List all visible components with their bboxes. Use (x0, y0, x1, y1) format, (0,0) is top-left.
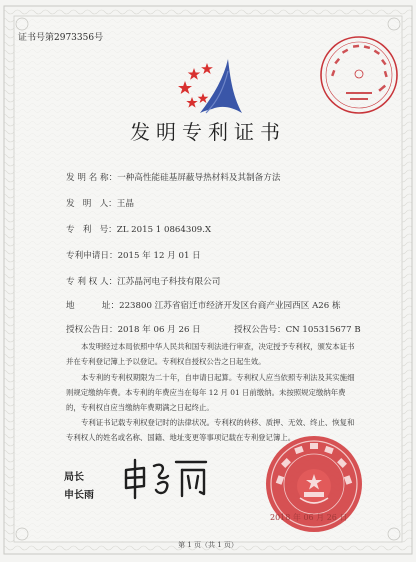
filing-date-value: 2015 年 12 月 01 日 (117, 251, 201, 261)
body-paragraph-3: 专利证书记载专利权登记时的法律状况。专利权的转移、质押、无效、终止、恢复和专利权人的姓名或名称、国籍、地址变更等事项记载在专利登记簿上。 (66, 418, 355, 442)
director-name: 申长雨 (64, 490, 94, 501)
patentee-value: 江苏晶河电子科技有限公司 (117, 277, 221, 287)
field-filing-date (66, 249, 201, 261)
patent-number-label: 专 利 号： (66, 225, 117, 235)
invention-name-value: 一种高性能硅基屏蔽导热材料及其制备方法 (117, 173, 281, 183)
address-label: 地 址： (66, 301, 120, 311)
field-address (66, 299, 341, 311)
patentee-label: 专 利 权 人： (66, 277, 118, 287)
invention-name-label: 发 明 名 称： (66, 173, 118, 183)
field-patentee (66, 275, 220, 287)
field-grant-date (66, 323, 201, 335)
filing-date-label: 专利申请日： (66, 251, 118, 261)
inventor-value: 王晶 (116, 199, 134, 209)
field-inventor (66, 197, 134, 209)
certificate-number: 证书号第2973356号 (18, 33, 104, 43)
seal-date: 2018 年 06 月 26 日 (270, 513, 348, 522)
director-title: 局长 (64, 472, 84, 483)
grant-number-value: CN 105315677 B (285, 325, 361, 335)
field-patent-number (66, 223, 211, 235)
address-value: 223800 江苏省宿迁市经济开发区台商产业园西区 A26 栋 (119, 301, 341, 311)
body-paragraph-2: 本专利的专利权期限为二十年，自申请日起算。专利权人应当依照专利法及其实施细则规定缴纳年费。本专利的年费应当在每年 12 月 01 日前缴纳。未按照规定缴纳年费的，专利权自应当缴纳年费期满之日起终止。 (66, 373, 355, 412)
patent-office-emblem-icon (176, 55, 246, 115)
grant-date-label: 授权公告日： (66, 325, 118, 335)
field-grant-number (234, 323, 361, 335)
field-invention-name (66, 171, 280, 183)
patent-number-value: ZL 2015 1 0864309.X (116, 225, 212, 235)
page-footer: 第 1 页（共 1 页） (178, 541, 238, 549)
grant-number-label: 授权公告号： (234, 325, 286, 335)
inventor-label: 发 明 人： (66, 199, 117, 209)
red-seal-stamp-icon (316, 32, 402, 118)
grant-date-value: 2018 年 06 月 26 日 (117, 325, 201, 335)
page-title: 发明专利证书 (130, 120, 286, 144)
body-paragraph-1: 本发明经过本局依照中华人民共和国专利法进行审查，决定授予专利权，颁发本证书并在专利登记簿上予以登记。专利权自授权公告之日起生效。 (66, 342, 355, 366)
handwritten-signature (118, 452, 210, 502)
